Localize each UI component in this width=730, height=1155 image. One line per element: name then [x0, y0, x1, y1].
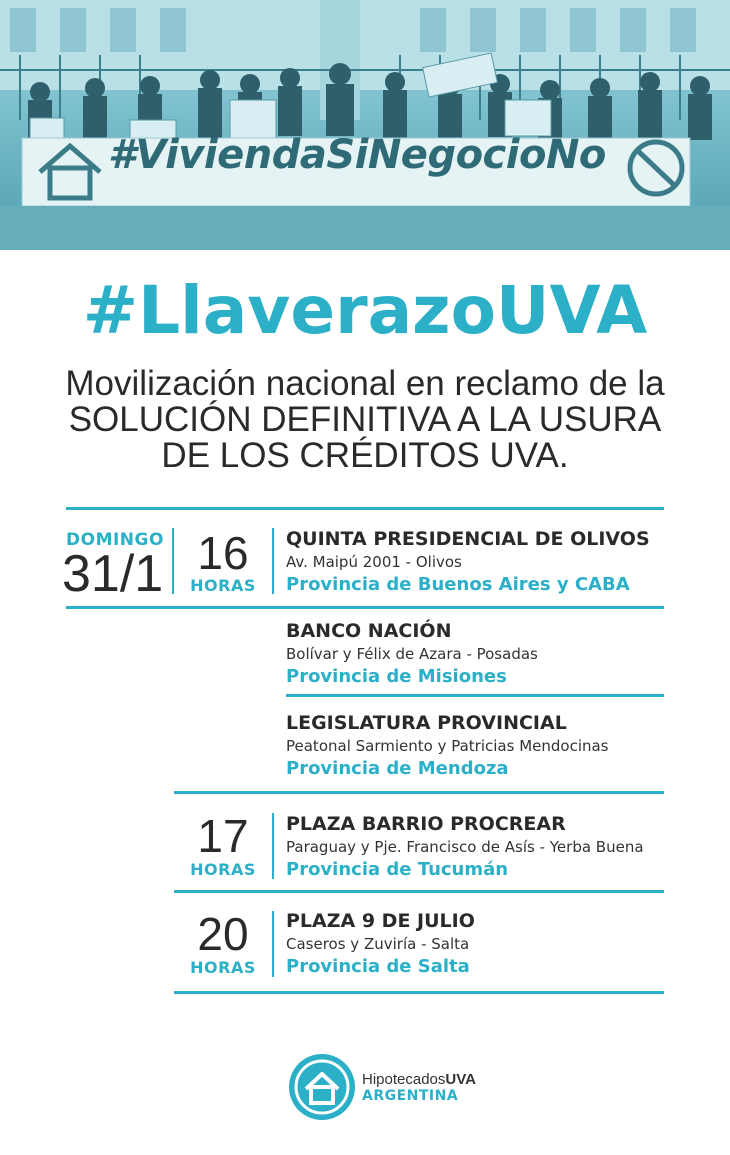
event-salta: [286, 909, 475, 979]
divider: [174, 791, 664, 794]
separator: [272, 813, 274, 879]
hour-number: 17: [197, 810, 249, 862]
campaign-hashtag: #LlaverazoUVA: [82, 272, 648, 349]
banner-hashtag: #ViviendaSiNegocioNo: [108, 132, 606, 178]
event-address: Paraguay y Pje. Francisco de Asís - Yerba Buena: [286, 838, 644, 856]
brand-name: [362, 1071, 476, 1104]
event-tucuman: [286, 812, 644, 882]
event-province: Provincia de Misiones: [286, 666, 507, 687]
brand-title: [362, 1071, 476, 1088]
day-label: DOMINGO: [66, 530, 164, 550]
divider: [66, 507, 664, 510]
event-address: Caseros y Zuviría - Salta: [286, 935, 470, 953]
separator: [272, 528, 274, 594]
event-province: Provincia de Salta: [286, 956, 470, 977]
divider: [174, 890, 664, 893]
brand-country: ARGENTINA: [362, 1088, 459, 1104]
divider: [66, 606, 664, 609]
hour-label: HORAS: [190, 860, 256, 879]
hour-number: 20: [197, 908, 249, 960]
divider: [174, 991, 664, 994]
event-place: LEGISLATURA PROVINCIAL: [286, 712, 567, 734]
event-date: 31/1: [62, 545, 164, 603]
event-mendoza: [286, 711, 609, 781]
event-place: PLAZA 9 DE JULIO: [286, 910, 475, 932]
event-place: BANCO NACIÓN: [286, 620, 452, 642]
event-address: Peatonal Sarmiento y Patricias Mendocinas: [286, 737, 609, 755]
event-address: Av. Maipú 2001 - Olivos: [286, 553, 462, 571]
event-posadas: [286, 619, 538, 689]
event-province: Provincia de Buenos Aires y CABA: [286, 574, 630, 595]
separator: [272, 911, 274, 977]
event-address: Bolívar y Félix de Azara - Posadas: [286, 645, 538, 663]
protest-photo-illustration: [0, 0, 730, 250]
hour-label: HORAS: [190, 958, 256, 977]
event-province: Provincia de Mendoza: [286, 758, 509, 779]
hour-number: 16: [197, 527, 249, 579]
subtitle-line: DE LOS CRÉDITOS UVA.: [161, 436, 569, 475]
header-photo: [0, 0, 730, 250]
house-logo-icon: [288, 1053, 356, 1121]
hour-label: HORAS: [190, 576, 256, 595]
event-olivos: [286, 527, 650, 597]
separator: [172, 528, 174, 594]
event-province: Provincia de Tucumán: [286, 859, 509, 880]
subtitle-line: Movilización nacional en reclamo de la: [65, 364, 665, 403]
brand-title-regular: Hipotecados: [362, 1071, 446, 1088]
subtitle: [0, 366, 730, 474]
brand-title-bold: UVA: [445, 1071, 476, 1088]
subtitle-line: SOLUCIÓN DEFINITIVA A LA USURA: [68, 400, 662, 439]
event-place: QUINTA PRESIDENCIAL DE OLIVOS: [286, 528, 650, 550]
event-place: PLAZA BARRIO PROCREAR: [286, 813, 566, 835]
divider: [286, 694, 664, 697]
